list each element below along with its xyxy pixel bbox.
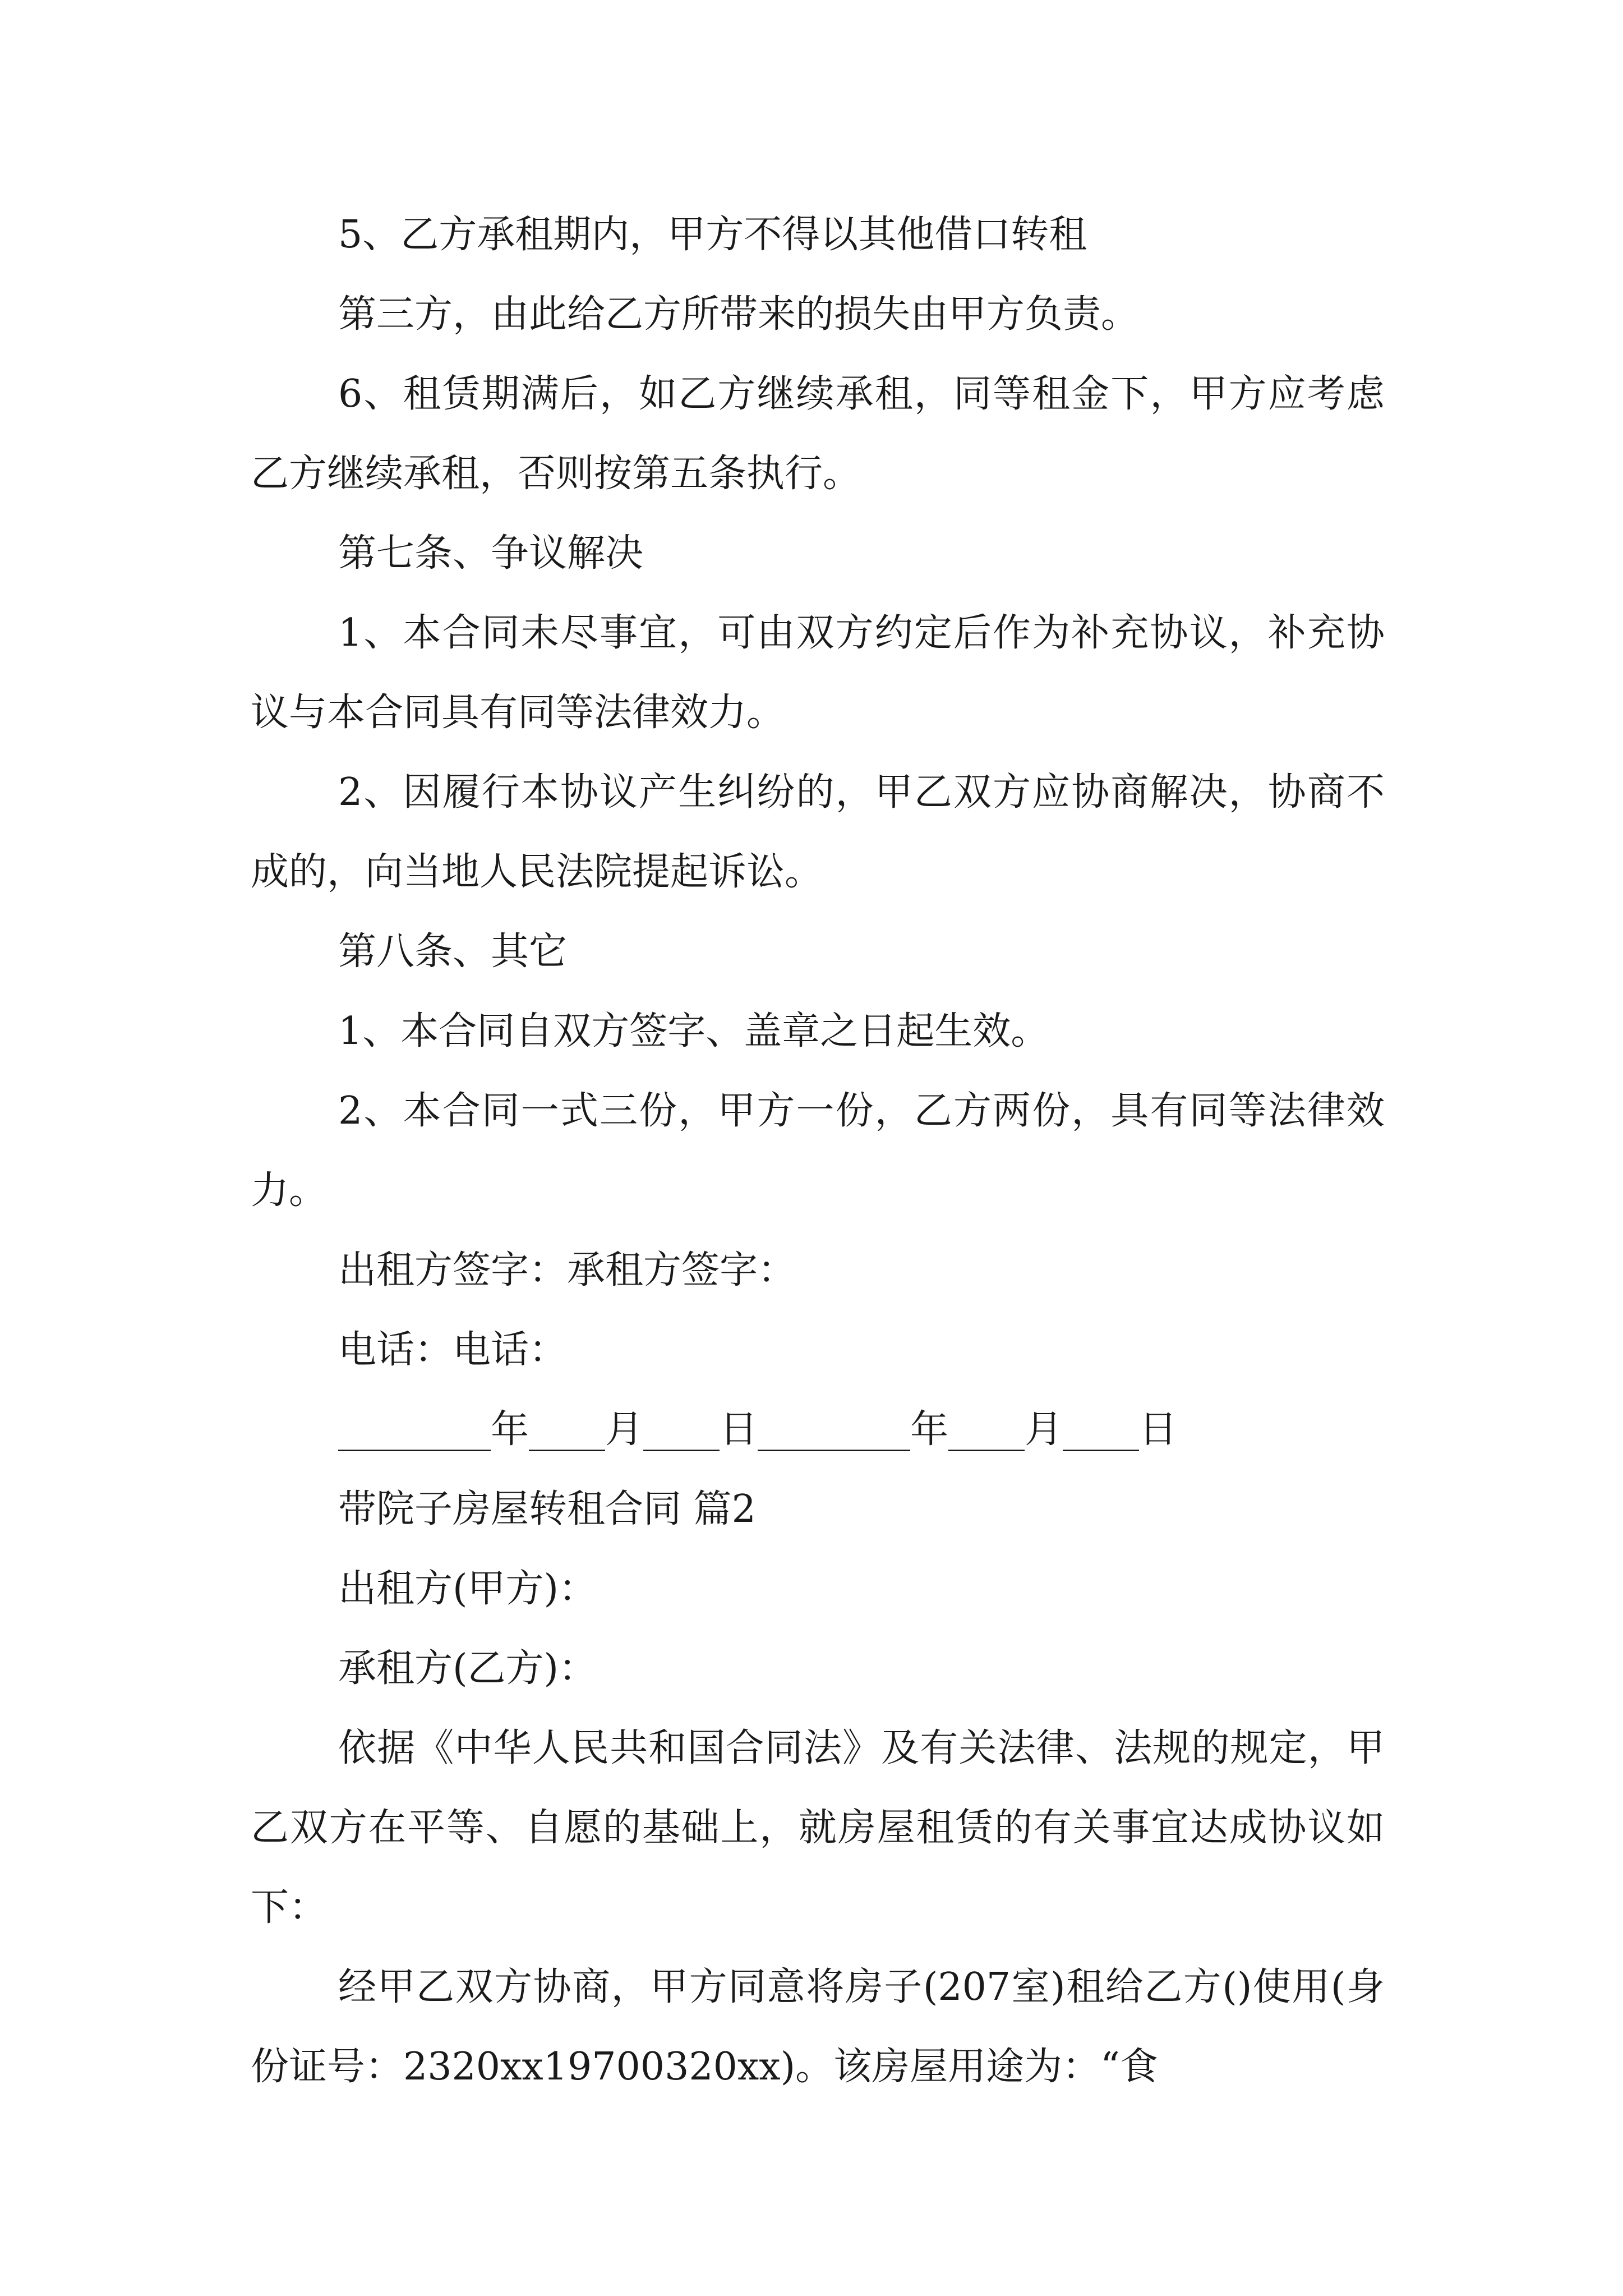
section-heading: 第七条、争议解决 [338, 531, 644, 576]
paragraph: 2、本合同一式三份，甲方一份，乙方两份，具有同等法律效力。 [251, 1089, 1385, 1213]
signature-line: 出租方签字：承租方签字： [338, 1248, 796, 1292]
paragraph: 1、本合同未尽事宜，可由双方约定后作为补充协议，补充协议与本合同具有同等法律效力。 [251, 611, 1385, 735]
paragraph: 2、因履行本协议产生纠纷的，甲乙双方应协商解决，协商不成的，向当地人民法院提起诉讼。 [251, 770, 1385, 894]
paragraph: 1、本合同自双方签字、盖章之日起生效。 [338, 1009, 1049, 1053]
section-heading: 第八条、其它 [338, 930, 568, 974]
party-b-line: 承租方(乙方)： [338, 1646, 597, 1691]
contract-title: 带院子房屋转租合同 篇2 [338, 1487, 756, 1531]
party-a-line: 出租方(甲方)： [338, 1567, 597, 1611]
phone-line: 电话：电话： [338, 1328, 568, 1372]
paragraph: 6、租赁期满后，如乙方继续承租，同等租金下，甲方应考虑乙方继续承租，否则按第五条执行。 [251, 372, 1385, 496]
paragraph: 依据《中华人民共和国合同法》及有关法律、法规的规定，甲乙双方在平等、自愿的基础上，就房屋租赁的有关事宜达成协议如下： [251, 1726, 1385, 1930]
document-body [251, 195, 1385, 2107]
paragraph: 5、乙方承租期内，甲方不得以其他借口转租 [338, 213, 1087, 257]
paragraph: 经甲乙双方协商，甲方同意将房子(207室)租给乙方()使用(身份证号：2320xx19700320xx)。该房屋用途为：“食 [251, 1965, 1385, 2089]
date-line: ________年____月____日________年____月____日 [338, 1407, 1178, 1452]
paragraph: 第三方，由此给乙方所带来的损失由甲方负责。 [338, 292, 1140, 337]
